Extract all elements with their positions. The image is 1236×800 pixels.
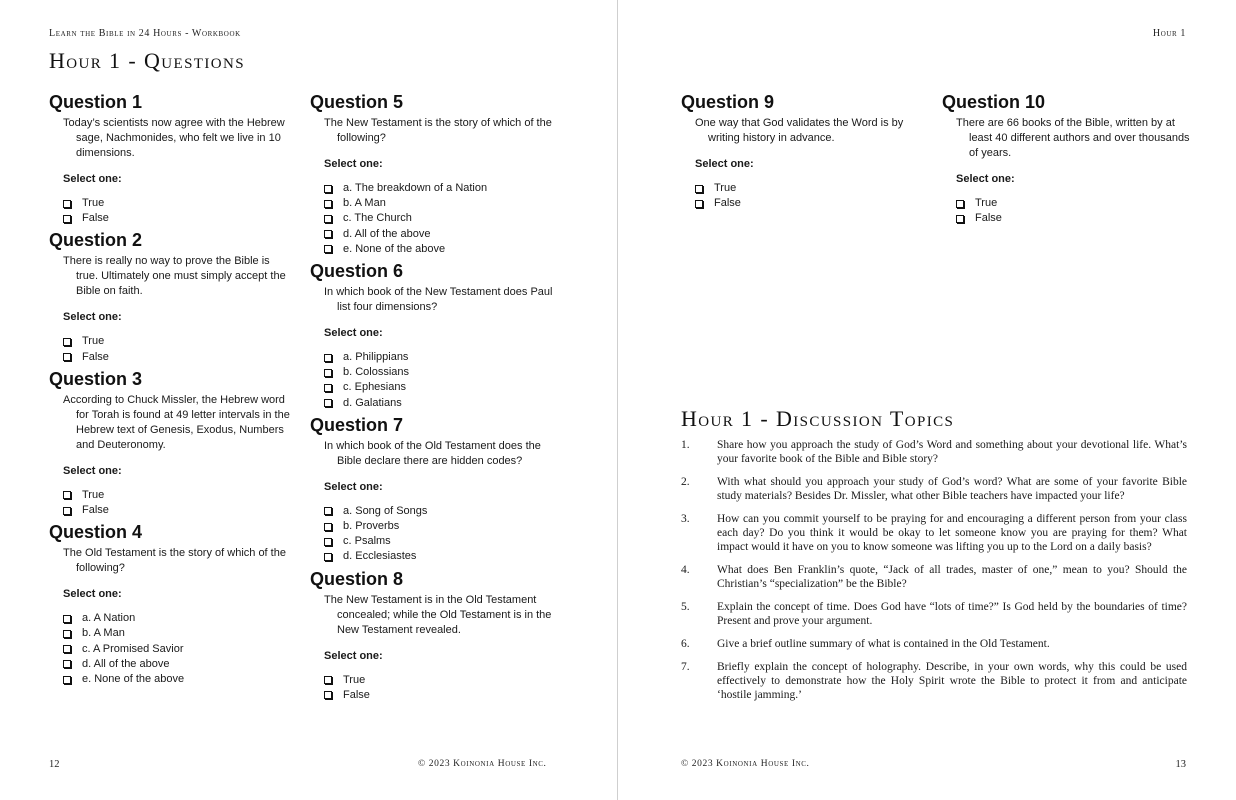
right-page — [618, 0, 1236, 800]
question-text: Today’s scientists now agree with the Hebrew sage, Nachmonides, who felt we live in 10 dimensions. — [63, 117, 285, 159]
option-label: c. The Church — [343, 212, 412, 225]
topic-text: With what should you approach your study of God’s word? What are some of your favorite Bible study materials? Besides Dr. Missler, what other Bible teachers have impacted your life? — [717, 476, 1187, 502]
option-b[interactable] — [324, 519, 560, 534]
option-label: d. All of the above — [343, 227, 431, 240]
question-9 — [681, 90, 926, 211]
questions-heading: Hour 1 - Questions — [49, 48, 245, 73]
topic-text: Explain the concept of time. Does God have “lots of time?” Is God held by the boundaries of time? Present and prove your argument. — [717, 601, 1187, 627]
discussion-topic — [681, 660, 1187, 702]
option-label: False — [82, 212, 109, 225]
questions-column-3 — [681, 90, 926, 211]
question-title: Question 1 — [49, 92, 143, 112]
option-label: False — [714, 197, 741, 210]
option-label: True — [82, 197, 105, 209]
questions-column-1 — [49, 90, 294, 687]
option-d[interactable] — [63, 657, 294, 672]
question-title: Question 2 — [49, 230, 143, 251]
option-e[interactable] — [63, 672, 294, 687]
option-label: d. Ecclesiastes — [343, 550, 417, 563]
option-label: c. Psalms — [343, 535, 391, 548]
select-one-label: Select one: — [324, 649, 383, 662]
checkbox-icon[interactable] — [324, 399, 332, 407]
options-list — [310, 181, 560, 257]
topic-text: What does Ben Franklin’s quote, “Jack of all trades, master of one,” mean to you? Should the Christian’s “specialization” be the Bible? — [717, 564, 1187, 590]
options-list — [681, 181, 926, 211]
option-true[interactable] — [695, 181, 926, 196]
question-text: The New Testament is the story of which of the following? — [324, 117, 552, 144]
checkbox-icon[interactable] — [63, 215, 71, 223]
question-title: Question 10 — [942, 92, 1046, 112]
option-true[interactable] — [324, 673, 560, 688]
option-b[interactable] — [324, 365, 560, 380]
option-label: b. Proverbs — [343, 520, 400, 533]
option-label: a. The breakdown of a Nation — [343, 182, 488, 194]
running-head: Hour 1 — [1152, 28, 1186, 39]
option-label: True — [714, 182, 737, 194]
option-label: True — [82, 335, 105, 348]
checkbox-icon[interactable] — [63, 676, 71, 684]
left-page — [0, 0, 617, 800]
option-c[interactable] — [324, 211, 560, 226]
running-head: Learn the Bible in 24 Hours - Workbook — [49, 28, 241, 39]
option-label: False — [82, 504, 109, 517]
checkbox-icon[interactable] — [63, 660, 71, 668]
option-label: False — [343, 688, 370, 701]
option-label: True — [82, 488, 105, 501]
option-false[interactable] — [695, 196, 926, 211]
discussion-topic — [681, 600, 1187, 628]
discussion-topics-list — [681, 438, 1187, 711]
option-true[interactable] — [956, 196, 1192, 211]
question-6 — [310, 259, 560, 411]
question-title: Question 4 — [49, 522, 143, 543]
question-title: Question 6 — [310, 261, 404, 282]
question-3 — [49, 367, 294, 518]
option-label: d. Galatians — [343, 396, 402, 409]
topic-number: 3. — [681, 513, 690, 525]
option-label: False — [82, 350, 109, 363]
select-one-label: Select one: — [63, 173, 122, 185]
option-false[interactable] — [63, 350, 294, 365]
options-list — [49, 334, 294, 364]
question-text: The Old Testament is the story of which of the following? — [63, 547, 286, 575]
option-label: c. Ephesians — [343, 381, 406, 394]
topic-number: 4. — [681, 564, 690, 576]
option-label: b. A Man — [82, 627, 125, 640]
question-2 — [49, 228, 294, 364]
options-list — [310, 504, 560, 565]
question-title: Question 9 — [681, 92, 775, 112]
question-text: There are 66 books of the Bible, written by at least 40 different authors and over thousands of years. — [956, 117, 1190, 159]
option-a[interactable] — [63, 611, 294, 626]
checkbox-icon[interactable] — [956, 215, 964, 223]
option-false[interactable] — [956, 211, 1192, 226]
question-text: In which book of the Old Testament does the Bible declare there are hidden codes? — [324, 439, 541, 467]
option-true[interactable] — [63, 196, 294, 211]
checkbox-icon[interactable] — [63, 353, 71, 361]
discussion-topic — [681, 512, 1187, 554]
copyright-footer: © 2023 Koinonia House Inc. — [418, 759, 547, 769]
checkbox-icon[interactable] — [956, 200, 964, 208]
question-5 — [310, 90, 560, 257]
option-e[interactable] — [324, 242, 560, 257]
options-list — [49, 488, 294, 518]
question-text: According to Chuck Missler, the Hebrew word for Torah is found at 49 letter intervals in the Hebrew text of Genesis, Exodus, Numbers and Deuteronomy. — [63, 393, 290, 451]
discussion-topic — [681, 475, 1187, 503]
option-d[interactable] — [324, 549, 560, 564]
question-title: Question 5 — [310, 92, 404, 112]
checkbox-icon[interactable] — [63, 615, 71, 623]
topic-number: 5. — [681, 601, 690, 613]
option-label: e. None of the above — [82, 673, 185, 686]
select-one-label: Select one: — [956, 173, 1015, 185]
checkbox-icon[interactable] — [324, 369, 332, 377]
option-b[interactable] — [63, 626, 294, 641]
checkbox-icon[interactable] — [324, 384, 332, 392]
question-1 — [49, 90, 294, 226]
options-list — [310, 350, 560, 411]
option-b[interactable] — [324, 196, 560, 211]
questions-column-4 — [942, 90, 1192, 226]
checkbox-icon[interactable] — [63, 338, 71, 346]
option-false[interactable] — [324, 688, 560, 703]
checkbox-icon[interactable] — [324, 185, 332, 193]
discussion-topic — [681, 438, 1187, 466]
checkbox-icon[interactable] — [324, 676, 332, 684]
checkbox-icon[interactable] — [695, 185, 703, 193]
option-label: a. A Nation — [82, 612, 136, 625]
options-list — [942, 196, 1192, 226]
checkbox-icon[interactable] — [324, 553, 332, 561]
options-list — [310, 673, 560, 703]
question-10 — [942, 90, 1192, 226]
option-label: e. None of the above — [343, 242, 446, 255]
select-one-label: Select one: — [324, 327, 383, 340]
option-label: b. A Man — [343, 197, 386, 210]
select-one-label: Select one: — [324, 158, 383, 170]
select-one-label: Select one: — [63, 464, 122, 477]
option-label: a. Song of Songs — [343, 504, 428, 517]
option-c[interactable] — [324, 380, 560, 395]
question-title: Question 8 — [310, 568, 404, 589]
topic-text: Briefly explain the concept of holography. Describe, in your own words, why this could be used effectively to demonstrate how the Holy Spirit wrote the Bible to protect it from and anticipate ‘hostile jamming.’ — [717, 661, 1187, 701]
question-text: In which book of the New Testament does Paul list four dimensions? — [324, 286, 553, 314]
checkbox-icon[interactable] — [63, 645, 71, 653]
checkbox-icon[interactable] — [63, 200, 71, 208]
option-c[interactable] — [63, 642, 294, 657]
topic-text: Share how you approach the study of God’s Word and something about your devotional life. What’s your favorite book of the Bible and Bible story? — [717, 439, 1187, 465]
option-label: c. A Promised Savior — [82, 642, 184, 655]
option-label: True — [343, 673, 366, 686]
checkbox-icon[interactable] — [324, 507, 332, 515]
checkbox-icon[interactable] — [324, 538, 332, 546]
select-one-label: Select one: — [324, 480, 383, 493]
option-false[interactable] — [63, 503, 294, 518]
topic-text: How can you commit yourself to be praying for and encouraging a different person from your class each day? Do you think it would be okay to let someone know you are praying for them? What impact would it have on you to know someone was lifting you up to the Lord on a daily basis? — [717, 513, 1187, 553]
select-one-label: Select one: — [63, 588, 122, 601]
option-c[interactable] — [324, 534, 560, 549]
topic-number: 1. — [681, 439, 690, 451]
select-one-label: Select one: — [695, 158, 754, 170]
questions-column-2 — [310, 90, 560, 703]
checkbox-icon[interactable] — [324, 354, 332, 362]
topic-number: 6. — [681, 638, 690, 650]
question-8 — [310, 567, 560, 703]
question-7 — [310, 413, 560, 565]
checkbox-icon[interactable] — [695, 200, 703, 208]
topic-text: Give a brief outline summary of what is contained in the Old Testament. — [717, 638, 1050, 650]
page-number: 12 — [49, 759, 60, 770]
question-text: The New Testament is in the Old Testament concealed; while the Old Testament is in the New Testament revealed. — [324, 593, 552, 636]
option-a[interactable] — [324, 181, 560, 196]
question-text: There is really no way to prove the Bible is true. Ultimately one must simply accept the Bible on faith. — [63, 255, 286, 298]
question-title: Question 7 — [310, 414, 404, 435]
option-a[interactable] — [324, 504, 560, 519]
checkbox-icon[interactable] — [324, 523, 332, 531]
options-list — [49, 196, 294, 226]
checkbox-icon[interactable] — [324, 245, 332, 253]
option-label: False — [975, 212, 1002, 225]
checkbox-icon[interactable] — [324, 691, 332, 699]
checkbox-icon[interactable] — [63, 507, 71, 515]
checkbox-icon[interactable] — [63, 630, 71, 638]
topic-number: 7. — [681, 661, 690, 673]
select-one-label: Select one: — [63, 311, 122, 324]
question-4 — [49, 520, 294, 687]
option-true[interactable] — [63, 488, 294, 503]
options-list — [49, 611, 294, 687]
discussion-heading: Hour 1 - Discussion Topics — [681, 406, 955, 431]
checkbox-icon[interactable] — [324, 200, 332, 208]
copyright-footer: © 2023 Koinonia House Inc. — [681, 759, 810, 769]
checkbox-icon[interactable] — [324, 215, 332, 223]
question-title: Question 3 — [49, 368, 143, 389]
option-a[interactable] — [324, 350, 560, 365]
option-label: True — [975, 197, 998, 209]
page-number: 13 — [1175, 759, 1186, 770]
option-label: a. Philippians — [343, 351, 409, 364]
option-label: b. Colossians — [343, 366, 410, 379]
option-false[interactable] — [63, 211, 294, 226]
topic-number: 2. — [681, 476, 690, 488]
discussion-topic — [681, 563, 1187, 591]
option-true[interactable] — [63, 334, 294, 349]
checkbox-icon[interactable] — [324, 230, 332, 238]
checkbox-icon[interactable] — [63, 491, 71, 499]
option-label: d. All of the above — [82, 657, 170, 670]
option-d[interactable] — [324, 227, 560, 242]
discussion-topic — [681, 637, 1187, 651]
option-d[interactable] — [324, 396, 560, 411]
question-text: One way that God validates the Word is by writing history in advance. — [695, 117, 904, 144]
